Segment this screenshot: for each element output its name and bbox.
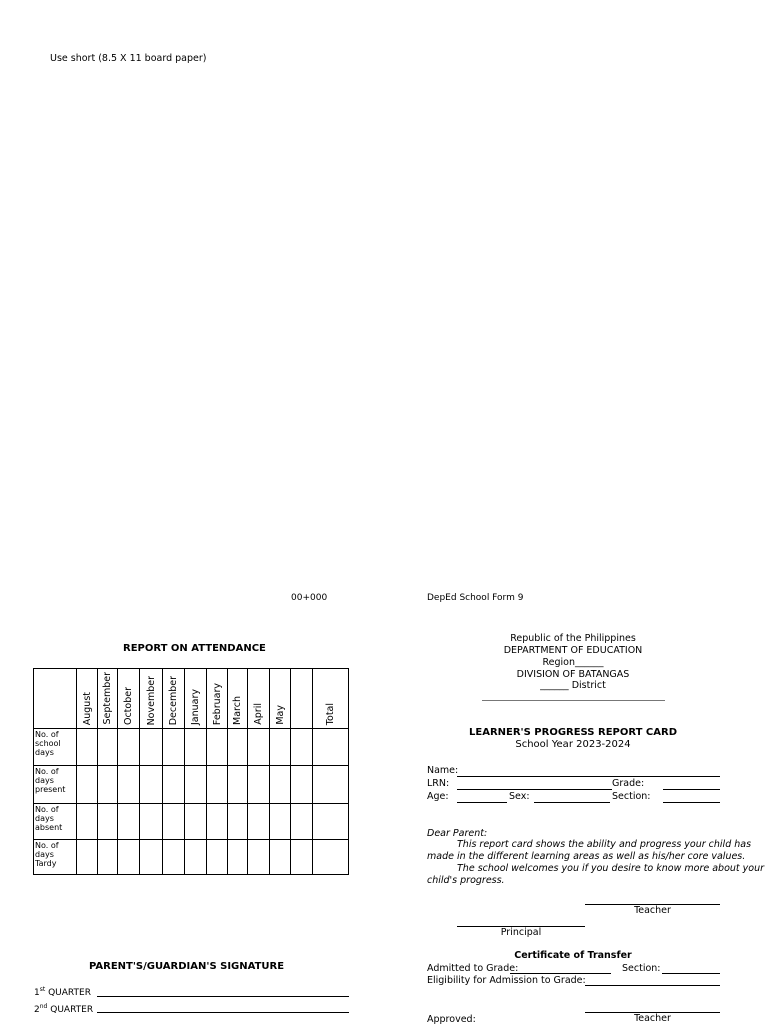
grade-label: Grade: — [612, 778, 645, 789]
transfer-section-label: Section: — [622, 963, 661, 974]
month-header: April — [248, 669, 270, 729]
cell[interactable] — [207, 840, 228, 875]
header-divider — [482, 700, 665, 701]
month-header: December — [163, 669, 185, 729]
cell[interactable] — [140, 804, 163, 840]
cell[interactable] — [248, 729, 270, 766]
cell[interactable] — [98, 766, 118, 804]
grade-field[interactable] — [663, 789, 720, 790]
cell[interactable] — [77, 840, 98, 875]
department-line: DEPARTMENT OF EDUCATION — [503, 645, 643, 656]
cell[interactable] — [163, 729, 185, 766]
cell[interactable] — [185, 840, 207, 875]
cell[interactable] — [207, 804, 228, 840]
parent-signature-title: PARENT'S/GUARDIAN'S SIGNATURE — [89, 961, 285, 972]
attendance-header-row — [34, 669, 349, 729]
attendance-row — [34, 804, 349, 840]
salutation: Dear Parent: — [427, 828, 488, 839]
cell[interactable] — [291, 840, 313, 875]
cell[interactable] — [248, 766, 270, 804]
cell[interactable] — [118, 840, 140, 875]
form-code: 00+000 — [291, 593, 328, 603]
form-name: DepEd School Form 9 — [427, 593, 524, 603]
cell[interactable] — [77, 766, 98, 804]
cell[interactable] — [163, 766, 185, 804]
cell[interactable] — [228, 804, 248, 840]
letter-line: made in the different learning areas as well as his/her core values. — [427, 851, 746, 862]
letter-line: The school welcomes you if you desire to know more about your — [457, 863, 765, 874]
cell[interactable] — [291, 729, 313, 766]
corner-cell — [34, 669, 77, 729]
row-label: No. of school days — [34, 729, 77, 766]
cell[interactable] — [77, 804, 98, 840]
attendance-row — [34, 840, 349, 875]
blank-month-header — [291, 669, 313, 729]
paper-size-note: Use short (8.5 X 11 board paper) — [50, 53, 207, 64]
attendance-row — [34, 766, 349, 804]
republic-line: Republic of the Philippines — [510, 633, 636, 644]
quarter-1-signature-line[interactable] — [97, 996, 349, 997]
lrn-label: LRN: — [427, 778, 450, 789]
cell[interactable] — [248, 804, 270, 840]
attendance-row — [34, 729, 349, 766]
cell[interactable] — [228, 766, 248, 804]
admitted-field[interactable] — [510, 973, 611, 974]
lrn-field[interactable] — [457, 789, 612, 790]
district-line: ______ District — [540, 680, 606, 691]
sex-label: Sex: — [509, 791, 530, 802]
approved-label: Approved: — [427, 1014, 476, 1025]
transfer-teacher-label: Teacher — [634, 1013, 671, 1024]
cell[interactable] — [207, 766, 228, 804]
cell[interactable] — [248, 840, 270, 875]
cell[interactable] — [98, 840, 118, 875]
cell[interactable] — [228, 840, 248, 875]
name-field[interactable] — [457, 776, 720, 777]
letter-line: child's progress. — [427, 875, 505, 886]
cell[interactable] — [98, 804, 118, 840]
cell[interactable] — [98, 729, 118, 766]
eligibility-label: Eligibility for Admission to Grade: — [427, 975, 586, 986]
name-label: Name: — [427, 765, 459, 776]
cell[interactable] — [270, 804, 291, 840]
letter-line: This report card shows the ability and progress your child has — [457, 839, 752, 850]
total-header: Total — [313, 669, 349, 729]
cell[interactable] — [118, 729, 140, 766]
cell[interactable] — [270, 729, 291, 766]
month-header: May — [270, 669, 291, 729]
quarter-1-label: 1st QUARTER — [34, 986, 91, 998]
cell[interactable] — [185, 766, 207, 804]
cell[interactable] — [77, 729, 98, 766]
region-line: Region______ — [542, 657, 604, 668]
age-label: Age: — [427, 791, 449, 802]
sex-field[interactable] — [534, 802, 610, 803]
month-header: March — [228, 669, 248, 729]
cell[interactable] — [270, 766, 291, 804]
cell[interactable] — [313, 840, 349, 875]
cell[interactable] — [140, 840, 163, 875]
cell[interactable] — [118, 804, 140, 840]
row-label: No. of days present — [34, 766, 77, 804]
cell[interactable] — [313, 766, 349, 804]
month-header: August — [77, 669, 98, 729]
attendance-table — [33, 668, 349, 875]
transfer-section-field[interactable] — [662, 973, 720, 974]
card-title: LEARNER'S PROGRESS REPORT CARD — [469, 727, 677, 738]
school-year: School Year 2023-2024 — [515, 739, 631, 750]
row-label: No. of days Tardy — [34, 840, 77, 875]
quarter-2-signature-line[interactable] — [97, 1012, 349, 1013]
cell[interactable] — [118, 766, 140, 804]
admitted-label: Admitted to Grade: — [427, 963, 519, 974]
cell[interactable] — [291, 804, 313, 840]
cell[interactable] — [140, 729, 163, 766]
eligibility-field[interactable] — [585, 985, 720, 986]
division-line: DIVISION OF BATANGAS — [516, 669, 630, 680]
cell[interactable] — [270, 840, 291, 875]
month-header: January — [185, 669, 207, 729]
age-field[interactable] — [457, 802, 507, 803]
cell[interactable] — [228, 729, 248, 766]
cell[interactable] — [185, 804, 207, 840]
month-header: February — [207, 669, 228, 729]
month-header: October — [118, 669, 140, 729]
quarter-2-label: 2nd QUARTER — [34, 1003, 94, 1015]
cell[interactable] — [313, 804, 349, 840]
cell[interactable] — [313, 729, 349, 766]
cell[interactable] — [185, 729, 207, 766]
month-header: November — [140, 669, 163, 729]
row-label: No. of days absent — [34, 804, 77, 840]
cell[interactable] — [291, 766, 313, 804]
principal-label: Principal — [500, 927, 542, 938]
teacher-label: Teacher — [634, 905, 671, 916]
section-field[interactable] — [663, 802, 720, 803]
cell[interactable] — [140, 766, 163, 804]
section-label: Section: — [612, 791, 651, 802]
cell[interactable] — [163, 840, 185, 875]
month-header: September — [98, 669, 118, 729]
attendance-title: REPORT ON ATTENDANCE — [123, 643, 266, 654]
cell[interactable] — [207, 729, 228, 766]
cell[interactable] — [163, 804, 185, 840]
transfer-title: Certificate of Transfer — [514, 950, 632, 961]
